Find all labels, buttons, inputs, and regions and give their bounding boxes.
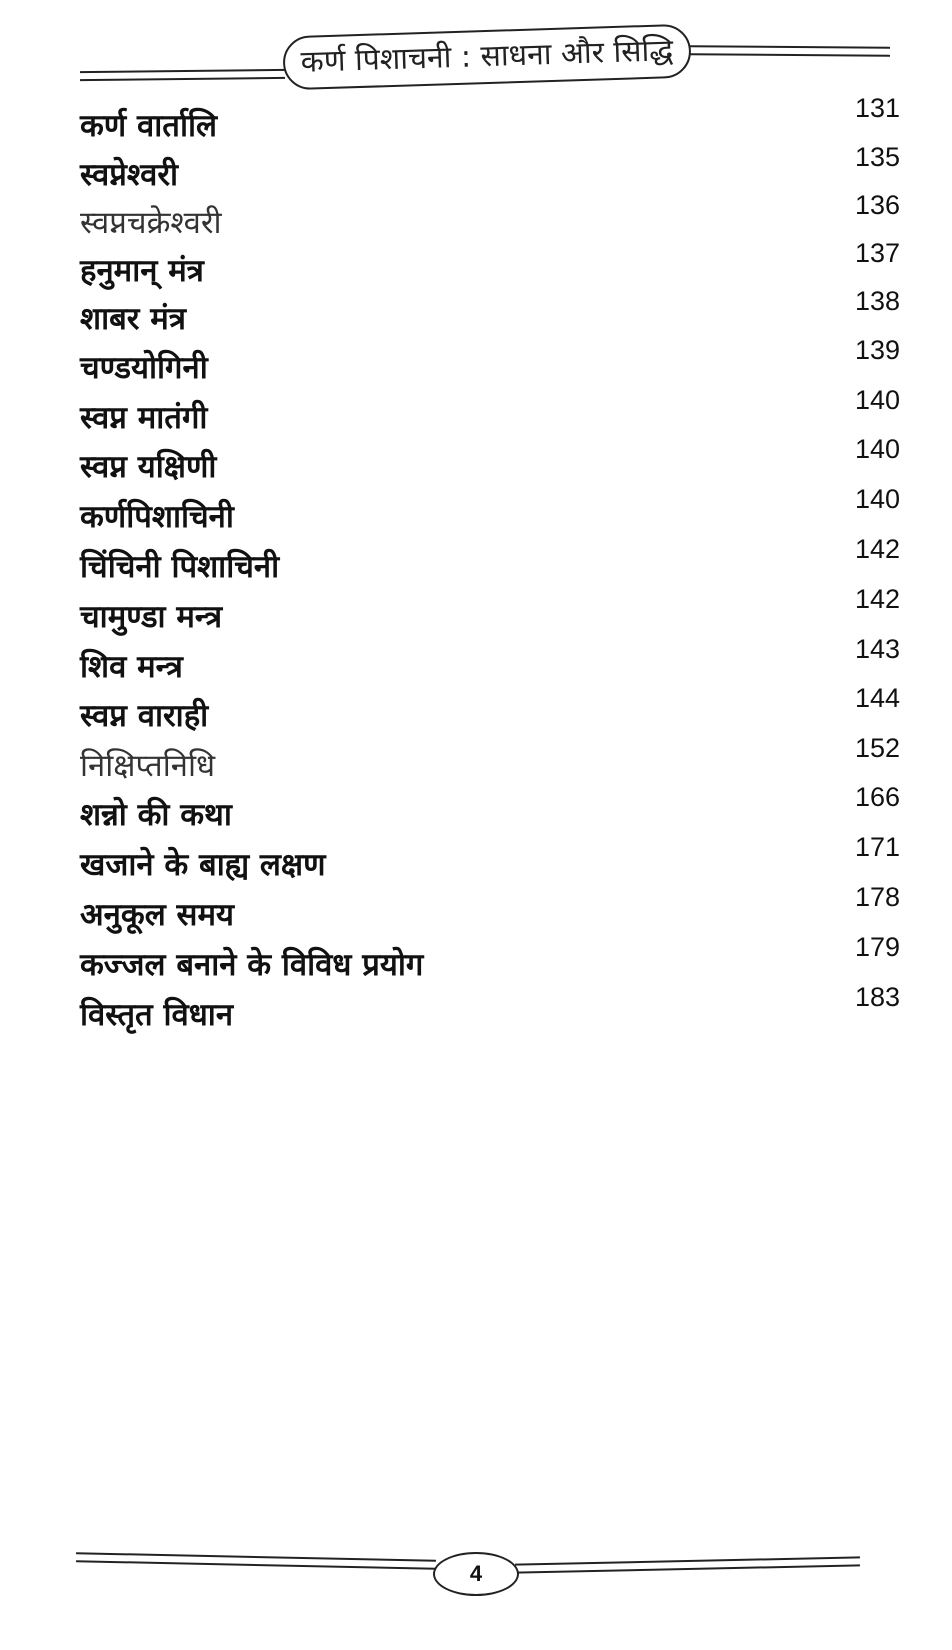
list-item [80, 337, 900, 387]
entry-page-number: 144 [854, 683, 900, 713]
entry-page-number: 140 [854, 385, 900, 415]
list-item [80, 486, 900, 536]
entry-title: अनुकूल समय [80, 896, 234, 933]
header-rule-left-bottom [80, 77, 285, 81]
list-item [80, 192, 900, 242]
entry-page-number: 135 [854, 142, 900, 172]
list-item [80, 685, 900, 735]
entry-title: चिंचिनी पिशाचिनी [80, 548, 280, 585]
entry-title: कज्जल बनाने के विविध प्रयोग [80, 946, 424, 983]
entry-title: चामुण्डा मन्त्र [80, 598, 223, 635]
list-item [80, 436, 900, 486]
list-item [80, 240, 900, 290]
entry-title: खजाने के बाह्य लक्षण [80, 846, 326, 883]
entry-title: विस्तृत विधान [80, 996, 234, 1033]
entry-page-number: 136 [854, 190, 900, 220]
entry-page-number: 139 [854, 335, 900, 365]
entry-title: कर्ण वार्तालि [80, 107, 218, 144]
entry-title: शाबर मंत्र [80, 300, 186, 337]
list-item [80, 536, 900, 586]
entry-title: चण्डयोगिनी [80, 349, 208, 386]
list-item [80, 834, 900, 884]
entry-page-number: 131 [854, 93, 900, 123]
entry-title: स्वप्न वाराही [80, 697, 209, 734]
entry-title: निक्षिप्तनिधि [80, 747, 216, 784]
entry-title: हनुमान् मंत्र [80, 252, 204, 289]
list-item [80, 636, 900, 686]
entry-title: स्वप्नचक्रेश्वरी [80, 204, 222, 241]
running-header [282, 24, 691, 91]
entry-page-number: 171 [854, 832, 900, 862]
running-header-title: कर्ण पिशाचनी : साधना और सिद्धि [300, 33, 674, 80]
header-rule-right-bottom [690, 53, 890, 56]
entry-page-number: 183 [854, 982, 900, 1012]
entry-page-number: 166 [854, 782, 900, 812]
entry-page-number: 137 [854, 238, 900, 268]
entry-page-number: 152 [854, 733, 900, 763]
entry-page-number: 179 [854, 932, 900, 962]
footer-rule-left-bottom [76, 1560, 436, 1570]
entry-page-number: 140 [854, 484, 900, 514]
entry-page-number: 178 [854, 882, 900, 912]
footer-rule-right-bottom [515, 1564, 860, 1573]
list-item [80, 144, 900, 194]
entry-page-number: 143 [854, 634, 900, 664]
header-rule-right-top [690, 45, 890, 48]
entry-page-number: 142 [854, 534, 900, 564]
entry-title: शिव मन्त्र [80, 648, 183, 685]
entry-page-number: 138 [854, 286, 900, 316]
header-rule-left-top [80, 69, 285, 73]
list-item [80, 95, 900, 145]
list-item [80, 984, 900, 1034]
list-item [80, 586, 900, 636]
list-item [80, 784, 900, 834]
entry-page-number: 142 [854, 584, 900, 614]
page-number-badge [433, 1552, 519, 1596]
list-item [80, 387, 900, 437]
entry-title: शन्नो की कथा [80, 796, 232, 833]
page-number: 4 [469, 1561, 483, 1586]
entry-title: स्वप्न मातंगी [80, 399, 208, 436]
entry-title: कर्णपिशाचिनी [80, 498, 234, 535]
entry-title: स्वप्नेश्वरी [80, 156, 179, 193]
list-item [80, 934, 900, 984]
entry-title: स्वप्न यक्षिणी [80, 448, 217, 485]
footer-rule-left-top [76, 1552, 436, 1562]
list-item [80, 288, 900, 338]
entry-page-number: 140 [854, 434, 900, 464]
list-item [80, 735, 900, 785]
list-item [80, 884, 900, 934]
footer-rule-right-top [515, 1556, 860, 1565]
